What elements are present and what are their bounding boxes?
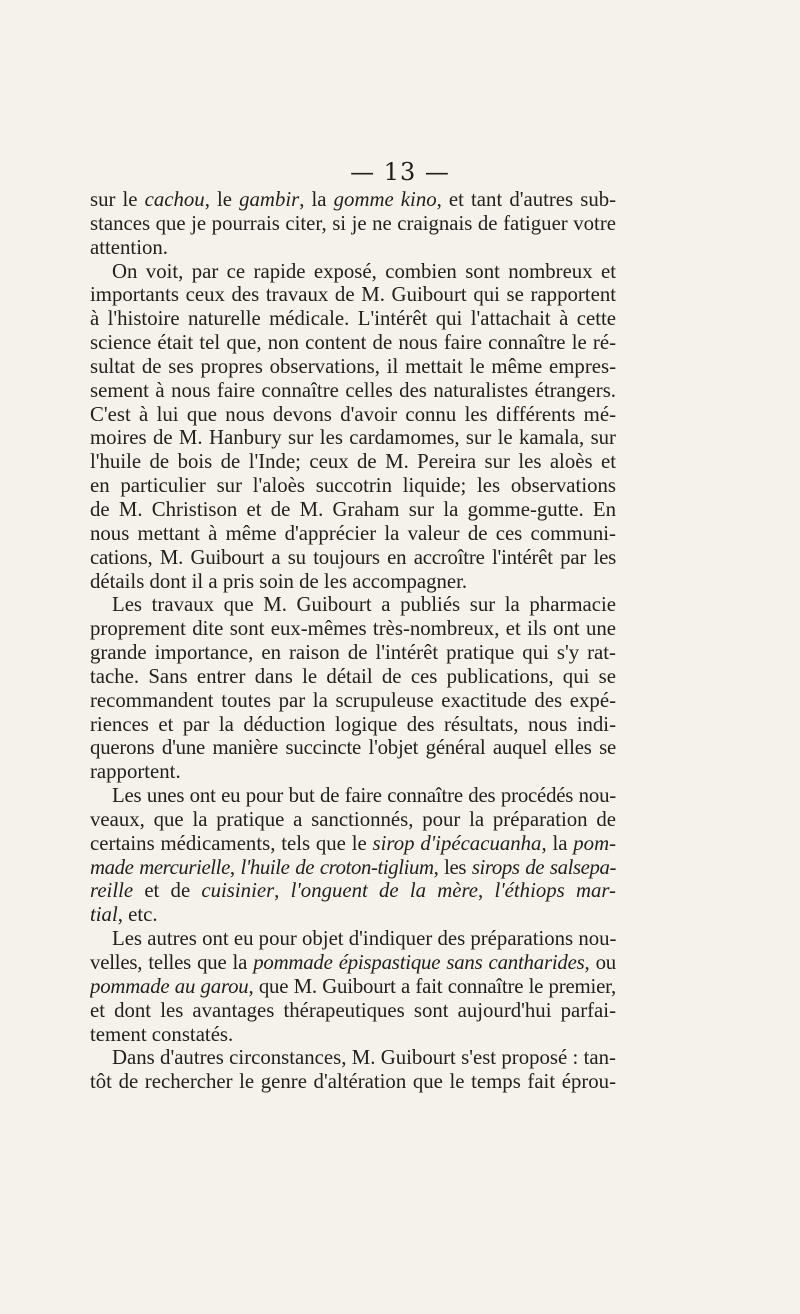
text-line: certains médicaments, tels que le sirop d'ipécacuanha, la pom- — [90, 831, 616, 855]
paragraph — [90, 927, 616, 1046]
body-text — [90, 188, 616, 1094]
text-line: querons d'une manière succincte l'objet général auquel elles se — [90, 736, 616, 760]
text-line: tial, etc. — [90, 903, 158, 927]
text-line: moires de M. Hanbury sur les cardamomes, sur le kamala, sur — [90, 426, 616, 450]
paragraph — [90, 260, 616, 594]
text-line: sur le cachou, le gambir, la gomme kino, et tant d'autres sub- — [90, 188, 616, 211]
text-line: attention. — [90, 235, 168, 259]
text-line: sement à nous faire connaître celles des naturalistes étrangers. — [90, 378, 616, 402]
page-number: — 13 — — [350, 158, 450, 186]
text-line: et dont les avantages thérapeutiques sont aujourd'hui parfai- — [90, 998, 616, 1022]
text-line: importants ceux des travaux de M. Guibourt qui se rapportent — [90, 283, 616, 307]
text-line: proprement dite sont eux-mêmes très-nombreux, et ils ont une — [90, 617, 616, 641]
paragraph — [90, 784, 616, 927]
text-line: pommade au garou, que M. Guibourt a fait connaître le premier, — [90, 974, 616, 998]
paragraph — [90, 593, 616, 784]
text-line: Les autres ont eu pour objet d'indiquer des préparations nou- — [112, 927, 616, 951]
text-line: détails dont il a pris soin de les accompagner. — [90, 569, 468, 593]
text-line: sultat de ses propres observations, il mettait le même empres- — [90, 354, 616, 378]
text-line: l'huile de bois de l'Inde; ceux de M. Pereira sur les aloès et — [90, 450, 616, 474]
text-line: tement constatés. — [90, 1022, 234, 1046]
text-line: stances que je pourrais citer, si je ne craignais de fatiguer votre — [90, 211, 616, 235]
text-line: tôt de rechercher le genre d'altération que le temps fait éprou- — [90, 1070, 616, 1094]
text-line: tache. Sans entrer dans le détail de ces publications, qui se — [90, 664, 616, 688]
paragraph — [90, 188, 616, 260]
text-line: à l'histoire naturelle médicale. L'intérêt qui l'attachait à cette — [90, 307, 616, 331]
text-line: rapportent. — [90, 760, 181, 784]
text-line: cations, M. Guibourt a su toujours en accroître l'intérêt par les — [90, 545, 616, 569]
text-line: C'est à lui que nous devons d'avoir connu les différents mé- — [90, 402, 616, 426]
text-line: veaux, que la pratique a sanctionnés, pour la préparation de — [90, 807, 616, 831]
text-line: Dans d'autres circonstances, M. Guibourt s'est proposé : tan- — [112, 1046, 616, 1070]
text-line: reille et de cuisinier, l'onguent de la mère, l'éthiops mar- — [90, 879, 616, 903]
text-line: de M. Christison et de M. Graham sur la gomme-gutte. En — [90, 497, 616, 521]
text-line: science était tel que, non content de nous faire connaître le ré- — [90, 331, 616, 355]
text-line: Les travaux que M. Guibourt a publiés sur la pharmacie — [112, 593, 616, 617]
text-line: recommandent toutes par la scrupuleuse exactitude des expé- — [90, 688, 616, 712]
text-line: velles, telles que la pommade épispastique sans cantharides, ou — [90, 951, 616, 974]
text-line: en particulier sur l'aloès succotrin liquide; les observations — [90, 474, 616, 498]
text-line: Les unes ont eu pour but de faire connaître des procédés nou- — [112, 784, 616, 808]
text-line: made mercurielle, l'huile de croton-tiglium, les sirops de salsepa- — [90, 855, 616, 879]
text-line: grande importance, en raison de l'intérêt pratique qui s'y rat- — [90, 641, 616, 665]
text-line: riences et par la déduction logique des résultats, nous indi- — [90, 712, 616, 736]
text-line: nous mettant à même d'apprécier la valeur de ces communi- — [90, 521, 616, 545]
paragraph — [90, 1046, 616, 1094]
text-line: On voit, par ce rapide exposé, combien sont nombreux et — [112, 259, 616, 283]
